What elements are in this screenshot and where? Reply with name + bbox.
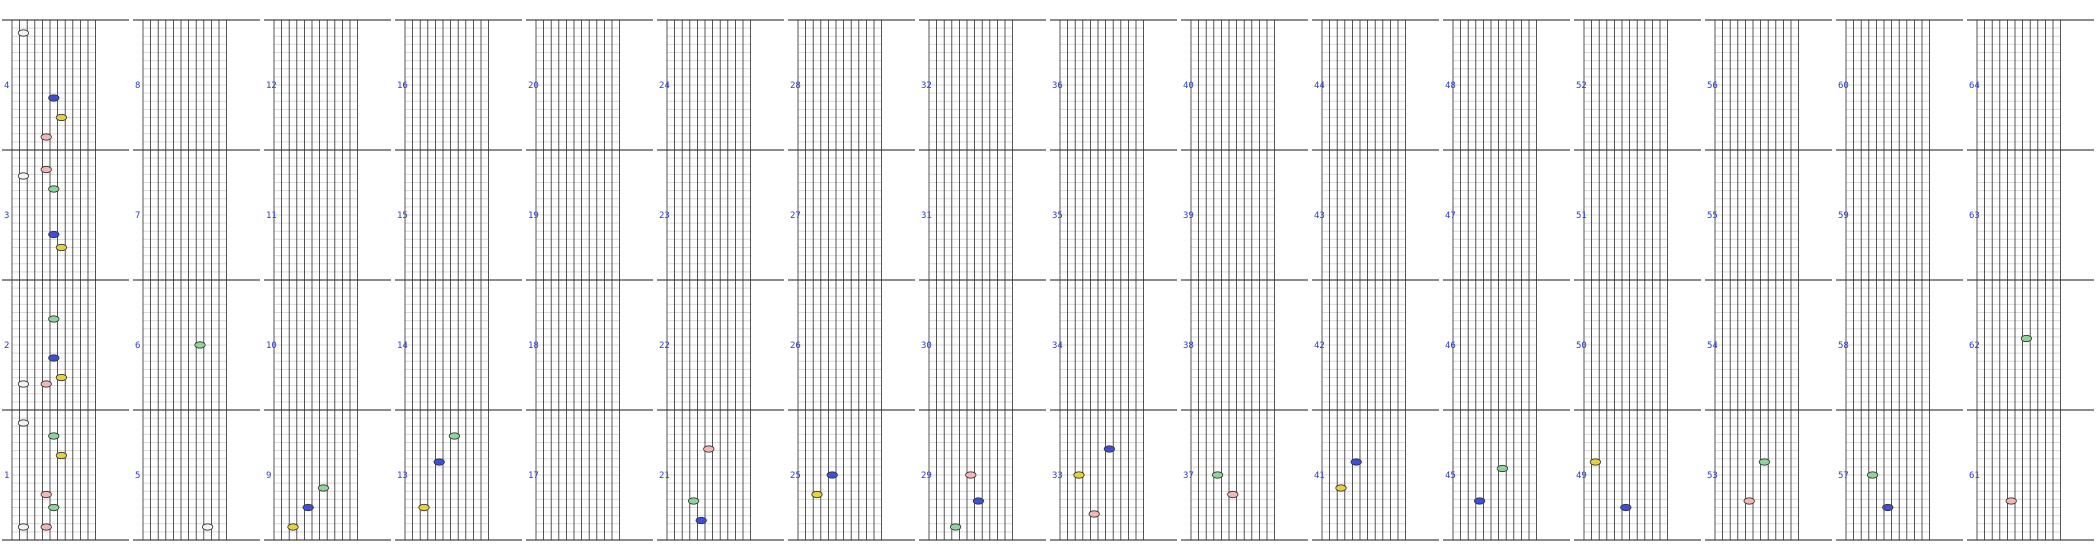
note-yellow xyxy=(1074,472,1084,478)
bar-number: 52 xyxy=(1576,81,1587,91)
bar-number: 27 xyxy=(790,211,801,221)
note-blue xyxy=(49,95,59,101)
bar-number: 25 xyxy=(790,471,801,481)
bar-number: 10 xyxy=(266,341,277,351)
note-blue xyxy=(827,472,837,478)
note-blue xyxy=(1883,504,1893,510)
note-blue xyxy=(696,517,706,523)
bar-number: 44 xyxy=(1314,81,1325,91)
bar-number: 20 xyxy=(528,81,539,91)
bar-number: 36 xyxy=(1052,81,1063,91)
bar-number: 23 xyxy=(659,211,670,221)
note-green xyxy=(1867,472,1877,478)
note-green xyxy=(1759,459,1769,465)
note-green xyxy=(688,498,698,504)
bar-number: 32 xyxy=(921,81,932,91)
note-pink xyxy=(966,472,976,478)
bar-number: 28 xyxy=(790,81,801,91)
note-yellow xyxy=(812,491,822,497)
bar-number: 34 xyxy=(1052,341,1063,351)
note-green xyxy=(49,186,59,192)
bar-number: 55 xyxy=(1707,211,1718,221)
note-yellow xyxy=(419,504,429,510)
bar-number: 33 xyxy=(1052,471,1063,481)
bar-number: 50 xyxy=(1576,341,1587,351)
note-yellow xyxy=(1336,485,1346,491)
bar-number: 11 xyxy=(266,211,277,221)
note-green xyxy=(195,342,205,348)
note-green xyxy=(1212,472,1222,478)
bar-number: 45 xyxy=(1445,471,1456,481)
note-green xyxy=(2021,335,2031,341)
bar-number: 38 xyxy=(1183,341,1194,351)
bar-number: 49 xyxy=(1576,471,1587,481)
note-yellow xyxy=(56,452,66,458)
note-pink xyxy=(1744,498,1754,504)
bar-number: 17 xyxy=(528,471,539,481)
bar-number: 39 xyxy=(1183,211,1194,221)
note-green xyxy=(49,316,59,322)
bar-number: 18 xyxy=(528,341,539,351)
note-pink xyxy=(2006,498,2016,504)
note-yellow xyxy=(56,244,66,250)
bar-number: 15 xyxy=(397,211,408,221)
note-green xyxy=(950,524,960,530)
note-blue xyxy=(49,355,59,361)
bar-number: 47 xyxy=(1445,211,1456,221)
note-pink xyxy=(41,166,51,172)
bar-number: 57 xyxy=(1838,471,1849,481)
note-blue xyxy=(1104,446,1114,452)
note-white xyxy=(18,381,28,387)
bar-number: 8 xyxy=(135,81,141,91)
bar-number: 63 xyxy=(1969,211,1980,221)
bar-number: 3 xyxy=(4,211,10,221)
bar-number: 5 xyxy=(135,471,141,481)
bar-number: 41 xyxy=(1314,471,1325,481)
note-blue xyxy=(49,231,59,237)
bar-number: 12 xyxy=(266,81,277,91)
note-pink xyxy=(1089,511,1099,517)
bar-number: 54 xyxy=(1707,341,1718,351)
bar-number: 29 xyxy=(921,471,932,481)
note-white xyxy=(18,420,28,426)
bar-number: 56 xyxy=(1707,81,1718,91)
note-pink xyxy=(41,491,51,497)
note-blue xyxy=(1621,504,1631,510)
note-white xyxy=(18,173,28,179)
note-yellow xyxy=(288,524,298,530)
note-pink xyxy=(704,446,714,452)
note-yellow xyxy=(56,374,66,380)
note-white xyxy=(202,524,212,530)
bar-number: 4 xyxy=(4,81,10,91)
note-white xyxy=(18,524,28,530)
note-pink xyxy=(1228,491,1238,497)
bar-number: 21 xyxy=(659,471,670,481)
bar-number: 13 xyxy=(397,471,408,481)
bar-number: 14 xyxy=(397,341,408,351)
bar-number: 6 xyxy=(135,341,141,351)
bar-number: 31 xyxy=(921,211,932,221)
bar-number: 42 xyxy=(1314,341,1325,351)
note-white xyxy=(18,30,28,36)
bar-number: 19 xyxy=(528,211,539,221)
bar-number: 61 xyxy=(1969,471,1980,481)
note-blue xyxy=(303,504,313,510)
bar-number: 16 xyxy=(397,81,408,91)
bar-number: 64 xyxy=(1969,81,1980,91)
bar-number: 51 xyxy=(1576,211,1587,221)
bar-number: 7 xyxy=(135,211,141,221)
note-pink xyxy=(41,134,51,140)
note-green xyxy=(318,485,328,491)
bar-number: 1 xyxy=(4,471,10,481)
bar-number: 59 xyxy=(1838,211,1849,221)
note-green xyxy=(1497,465,1507,471)
bar-number-labels xyxy=(4,81,1980,481)
bar-number: 58 xyxy=(1838,341,1849,351)
note-yellow xyxy=(1590,459,1600,465)
bar-number: 30 xyxy=(921,341,932,351)
bar-number: 9 xyxy=(266,471,272,481)
note-blue xyxy=(1474,498,1484,504)
bar-number: 24 xyxy=(659,81,670,91)
bar-number: 35 xyxy=(1052,211,1063,221)
bar-number: 22 xyxy=(659,341,670,351)
bar-number: 2 xyxy=(4,341,10,351)
note-green xyxy=(49,433,59,439)
bar-number: 37 xyxy=(1183,471,1194,481)
bar-number: 40 xyxy=(1183,81,1194,91)
note-yellow xyxy=(56,114,66,120)
bar-number: 48 xyxy=(1445,81,1456,91)
note-pink xyxy=(41,524,51,530)
note-green xyxy=(449,433,459,439)
bar-number: 43 xyxy=(1314,211,1325,221)
bar-number: 46 xyxy=(1445,341,1456,351)
chart-grid xyxy=(2,20,2094,540)
bar-number: 26 xyxy=(790,341,801,351)
note-blue xyxy=(1351,459,1361,465)
bar-number: 53 xyxy=(1707,471,1718,481)
note-blue xyxy=(973,498,983,504)
bar-number: 62 xyxy=(1969,341,1980,351)
note-pink xyxy=(41,381,51,387)
note-blue xyxy=(434,459,444,465)
bar-number: 60 xyxy=(1838,81,1849,91)
note-green xyxy=(49,504,59,510)
